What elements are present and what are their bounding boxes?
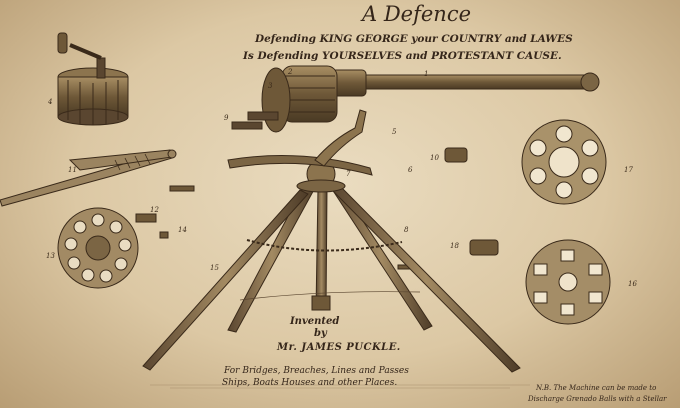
- footnote-line-1: N.B. The Machine can be made to: [536, 384, 657, 392]
- figure-number-9: 9: [224, 114, 229, 122]
- figure-number-7: 7: [346, 170, 351, 178]
- figure-number-4: 4: [48, 98, 53, 106]
- inventor-name: Mr. JAMES PUCKLE.: [277, 342, 401, 353]
- dedication-line-2: Is Defending YOURSELVES and PROTESTANT CAUSE.: [243, 50, 562, 62]
- figure-number-16: 16: [628, 280, 637, 288]
- square-cylinder-face: [526, 240, 610, 324]
- by-label: by: [314, 328, 327, 339]
- figure-number-6: 6: [408, 166, 413, 174]
- figure-number-12: 12: [150, 206, 159, 214]
- figure-number-17: 17: [624, 166, 633, 174]
- invented-label: Invented: [290, 316, 340, 327]
- figure-number-18: 18: [450, 242, 459, 250]
- figure-number-10: 10: [430, 154, 439, 162]
- figure-number-5: 5: [392, 128, 397, 136]
- uses-line-2: Ships, Boats Houses and other Places.: [222, 378, 398, 388]
- figure-number-1: 1: [424, 70, 429, 78]
- crank-cylinder-figure: [58, 33, 128, 125]
- tripod: [143, 160, 520, 372]
- figure-number-3: 3: [268, 82, 273, 90]
- figure-number-8: 8: [404, 226, 409, 234]
- figure-number-2: 2: [288, 68, 293, 76]
- round-cylinder-face: [522, 120, 606, 204]
- figure-number-14: 14: [178, 226, 187, 234]
- uses-line-1: For Bridges, Breaches, Lines and Passes: [224, 366, 409, 376]
- dedication-line-1: Defending KING GEORGE your COUNTRY and LAWES: [255, 33, 573, 45]
- figure-number-15: 15: [210, 264, 219, 272]
- plate-title: A Defence: [362, 2, 472, 26]
- round-bullet-plate: [58, 208, 138, 288]
- figure-number-13: 13: [46, 252, 55, 260]
- figure-number-11: 11: [68, 166, 77, 174]
- pincer-tool-figure: [0, 150, 176, 206]
- footnote-line-2: Discharge Grenado Balls with a Stellar: [528, 395, 667, 403]
